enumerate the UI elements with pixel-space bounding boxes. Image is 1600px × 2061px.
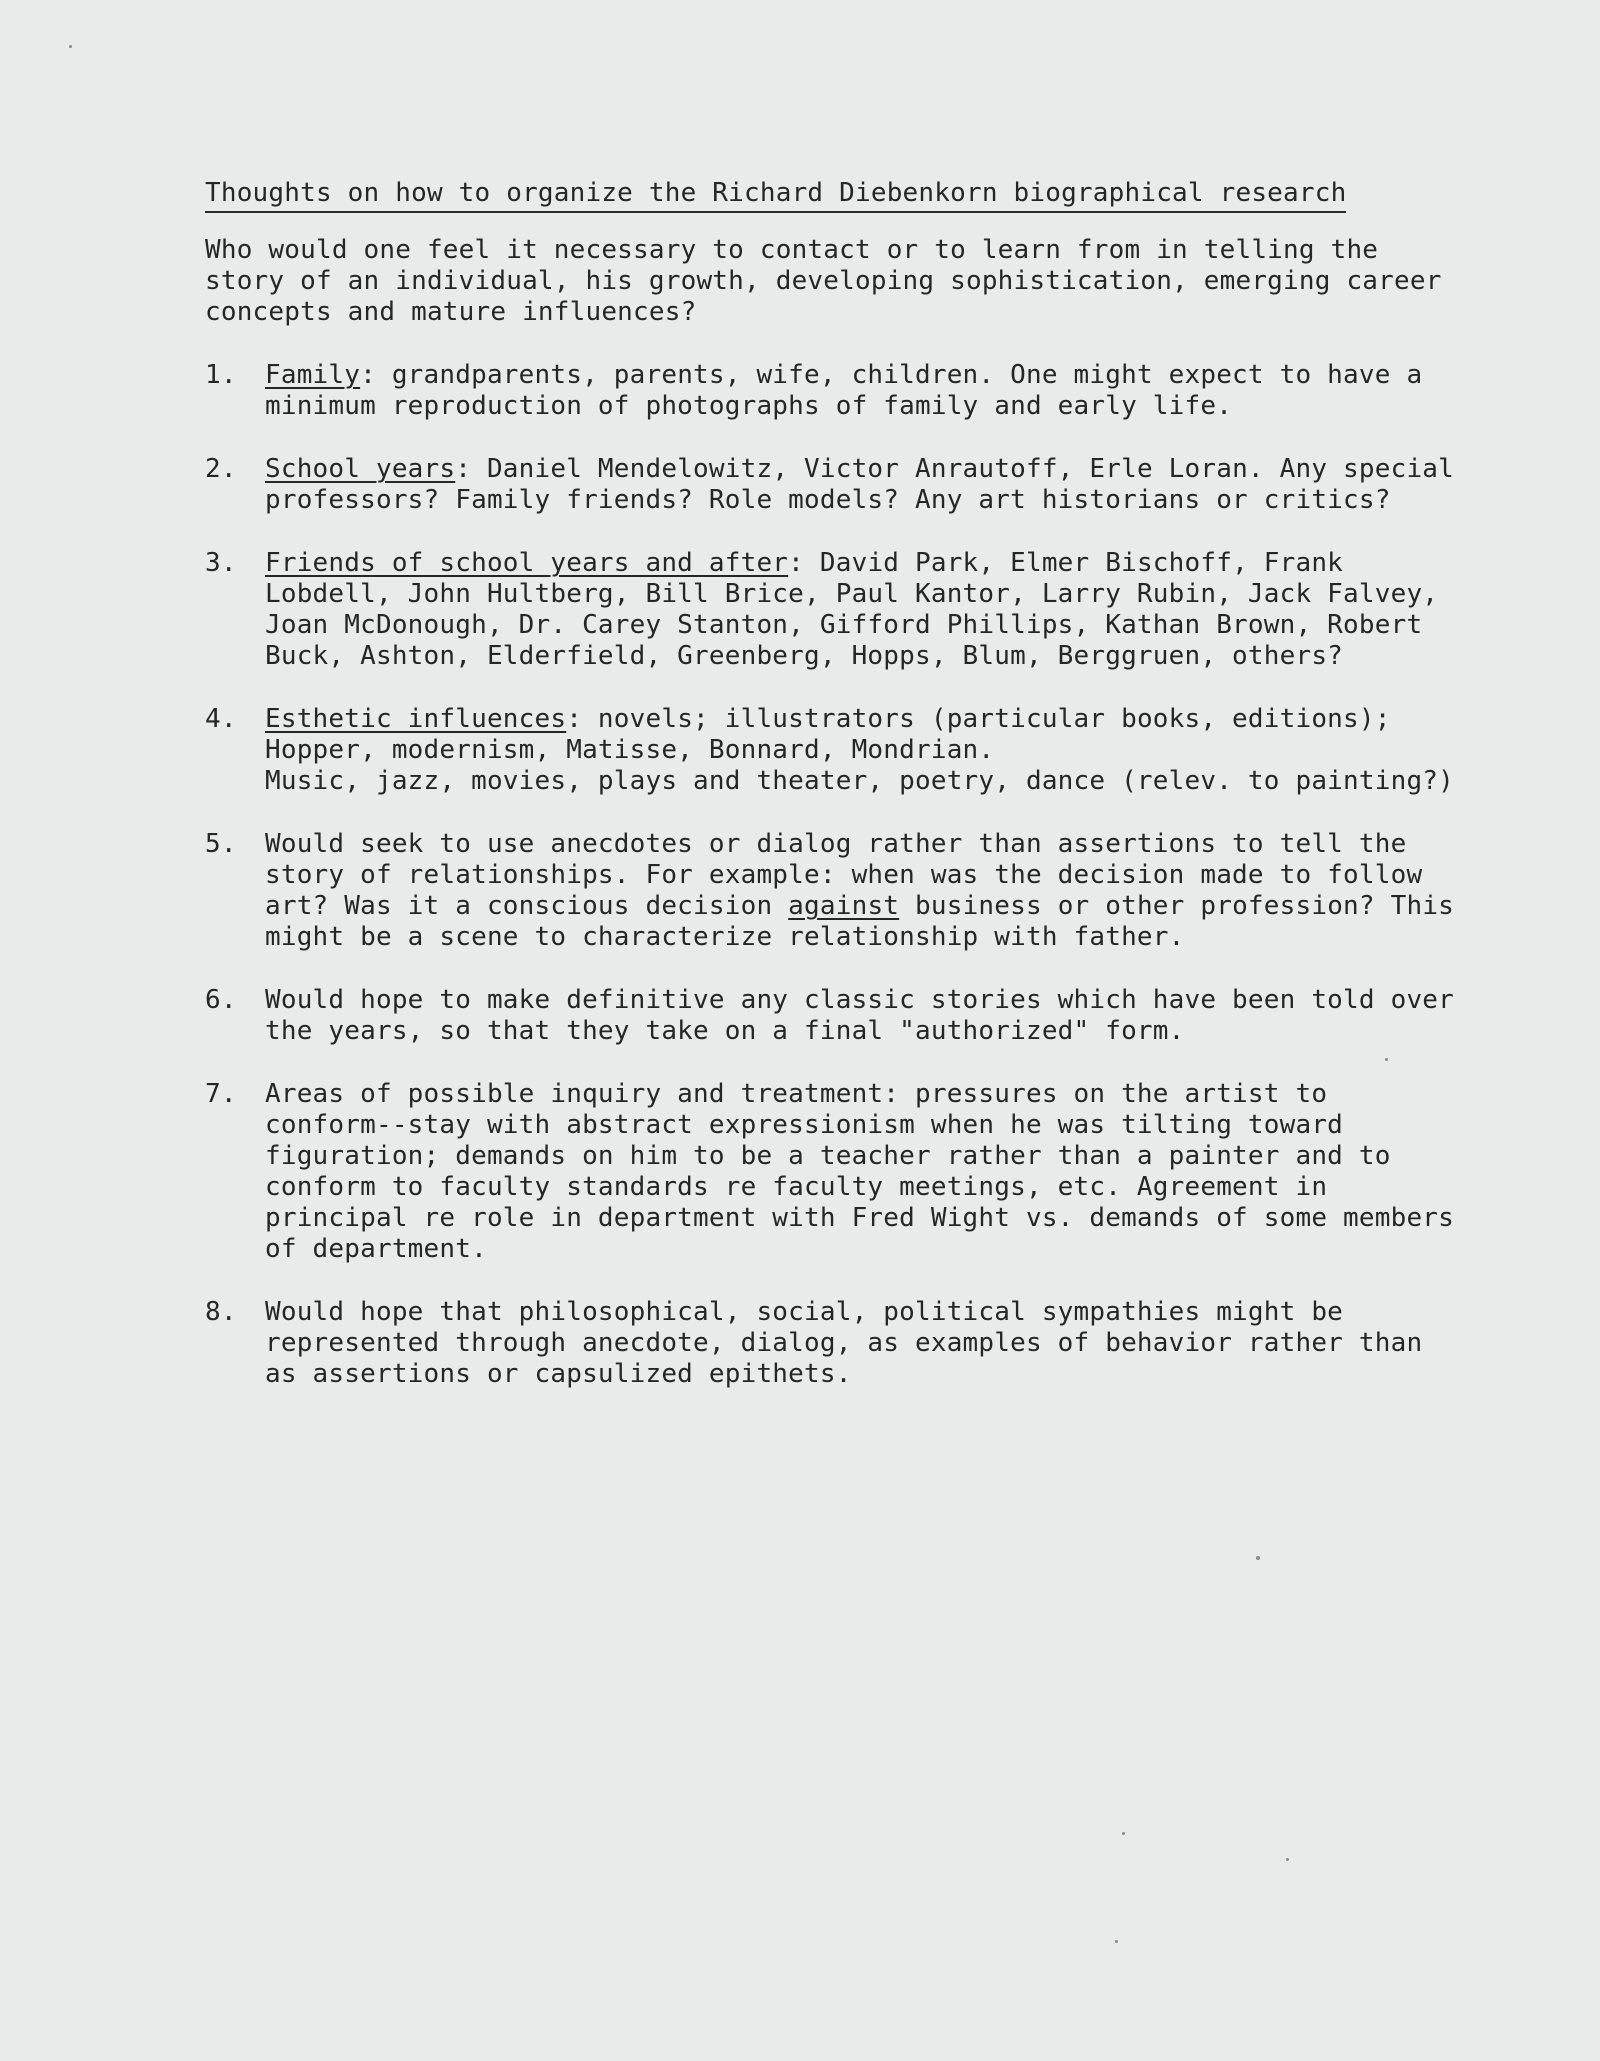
list-item-5: [205, 829, 1465, 953]
item-text: Would seek to use anecdotes or dialog rather than assertions to tell the story of relationships. For example: when was the decision made to follow art? Was it a conscious decision: [265, 829, 1423, 921]
list-item-3: [205, 548, 1465, 672]
item-number: 3.: [205, 548, 237, 578]
paper-speck: [1122, 1832, 1125, 1835]
intro-paragraph: Who would one feel it necessary to contact or to learn from in telling the story of an individual, his growth, developing sophistication, emerging career concepts and mature influences?: [205, 235, 1458, 327]
item-number: 4.: [205, 704, 237, 734]
list-item-7: [205, 1079, 1465, 1265]
item-text-line2: Music, jazz, movies, plays and theater, poetry, dance (relev. to painting?): [265, 766, 1454, 796]
item-heading: School years: [265, 454, 456, 484]
item-text: : Daniel Mendelowitz, Victor Anrautoff, Erle Loran. Any special professors? Family friends? Role models? Any art historians or critics?: [265, 454, 1455, 515]
item-text: : grandparents, parents, wife, children. One might expect to have a minimum reproduction of photographs of family and early life.: [265, 360, 1423, 421]
item-text: Areas of possible inquiry and treatment: pressures on the artist to conform--stay with abstract expressionism when he was tilting toward figuration; demands on him to be a teacher rather than a painter and to conform to faculty standards re faculty meetings, etc. Agreement in principal re role in department with Fred Wight vs. demands of some members of department.: [265, 1079, 1454, 1264]
item-number: 2.: [205, 454, 237, 484]
item-number: 5.: [205, 829, 237, 859]
item-text-after: business or other profession? This might be a scene to characterize relationship with father.: [265, 891, 1455, 952]
paper-speck: [1286, 1858, 1289, 1861]
item-number: 1.: [205, 360, 237, 390]
item-heading: Esthetic influences: [265, 704, 567, 734]
item-text: : David Park, Elmer Bischoff, Frank Lobdell, John Hultberg, Bill Brice, Paul Kantor, Larry Rubin, Jack Falvey, Joan McDonough, Dr. Carey Stanton, Gifford Phillips, Kathan Brown, Robert Buck, Ashton, Elderfield, Greenberg, Hopps, Blum, Berggruen, others?: [265, 548, 1439, 671]
paper-speck: [69, 45, 72, 48]
item-text: Would hope to make definitive any classic stories which have been told over the years, so that they take on a final "authorized" form.: [265, 985, 1454, 1046]
item-emphasis: against: [788, 891, 900, 921]
item-number: 8.: [205, 1297, 237, 1327]
item-number: 6.: [205, 985, 237, 1015]
item-text: Would hope that philosophical, social, political sympathies might be represented through anecdote, dialog, as examples of behavior rather than as assertions or capsulized epithets.: [265, 1297, 1423, 1389]
item-heading: Family: [265, 360, 361, 390]
item-text: : novels; illustrators (particular books, editions); Hopper, modernism, Matisse, Bonnard, Mondrian.: [265, 704, 1391, 765]
document-body: [205, 178, 1465, 1422]
item-number: 7.: [205, 1079, 237, 1109]
list-item-1: [205, 360, 1465, 422]
paper-speck: [1115, 1940, 1118, 1943]
item-heading: Friends of school years and after: [265, 548, 789, 578]
list-item-4: [205, 704, 1465, 797]
paper-speck: [1256, 1556, 1260, 1560]
list-item-8: [205, 1297, 1465, 1390]
list-item-2: [205, 454, 1465, 516]
document-title: Thoughts on how to organize the Richard Diebenkorn biographical research: [205, 178, 1346, 213]
list-item-6: [205, 985, 1465, 1047]
